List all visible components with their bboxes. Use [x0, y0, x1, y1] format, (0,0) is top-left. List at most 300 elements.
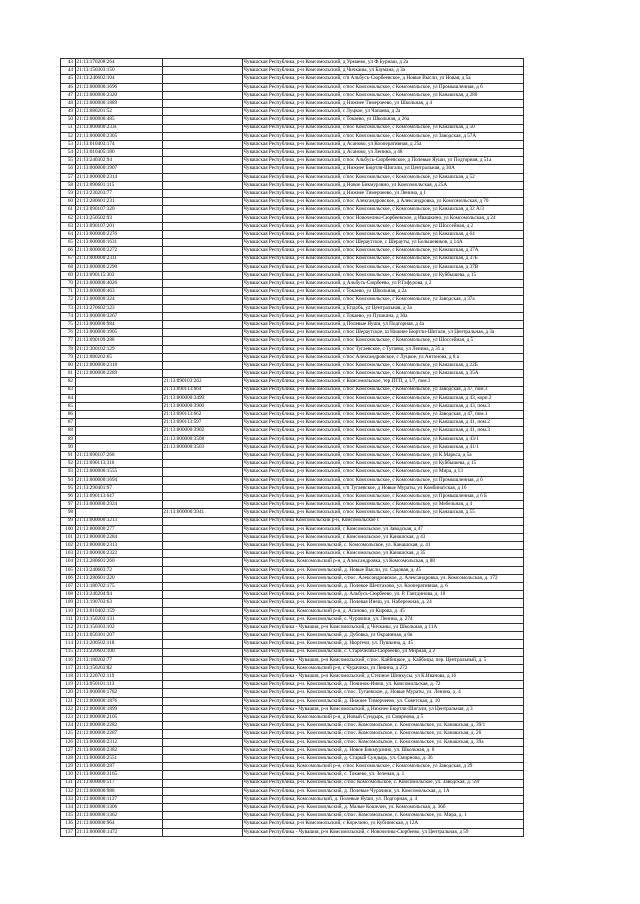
table-row — [61, 140, 524, 148]
address-cell: Чувашская Республика, р-н Комсомольский, с/пос Комсомольское, с Комсомольское, ул Канашская, д 52 — [242, 173, 524, 181]
cadastral-number-cell: 21:13:000000:2322 — [75, 550, 162, 558]
premises-cadastral-number-cell — [162, 722, 242, 730]
address-cell: Чувашская Республика - Чувашия, р-н Комсомольский, с/пос. Кайбицкое, д. Кайбицы, пер. Центральный, д. 5 — [242, 656, 524, 664]
cadastral-number-cell: 21:13:080202:65 — [75, 353, 162, 361]
row-number-cell: 98 — [61, 509, 76, 517]
table-row — [61, 681, 524, 689]
table-row — [61, 468, 524, 476]
address-cell: Чувашская Республика, р-н Комсомольский, с/пос Комсомольское, с Комсомольское, ул Канашская, д 41/1 — [242, 443, 524, 451]
premises-cadastral-number-cell: 21:13:000000:3902 — [162, 427, 242, 435]
premises-cadastral-number-cell — [162, 664, 242, 672]
premises-cadastral-number-cell — [162, 599, 242, 607]
table-row — [61, 427, 524, 435]
address-cell: Чувашская Республика, р-н Комсомольский, д Урмаево, ул Ф.Бурнаш, д 2а — [242, 59, 524, 67]
row-number-cell: 96 — [61, 492, 76, 500]
address-cell: Чувашская Республика, р-н Комсомольский, с Комсомольское, ул Заводская, д 47 — [242, 525, 524, 533]
row-number-cell: 77 — [61, 337, 76, 345]
cadastral-number-cell: 21:13:180202:77 — [75, 656, 162, 664]
cadastral-number-cell — [75, 419, 162, 427]
cadastral-number-cell: 21:13:000000:485 — [75, 116, 162, 124]
address-cell: Чувашская Республика, р-н. Комсомольский, д. Старый Сундырь, ул. Смирнова, д. 36 — [242, 754, 524, 762]
row-number-cell: 85 — [61, 402, 76, 410]
cadastral-number-cell: 21:13:150303:150 — [75, 67, 162, 75]
row-number-cell: 101 — [61, 533, 76, 541]
cadastral-number-cell: 21:13:000000:1905 — [75, 329, 162, 337]
row-number-cell: 64 — [61, 230, 76, 238]
premises-cadastral-number-cell — [162, 476, 242, 484]
table-row — [61, 181, 524, 189]
address-cell: Чувашская Республика, р-н Комсомольский, с/пос Комсомольское, с Комсомольское, ул К.Маркса, д 5а — [242, 452, 524, 460]
premises-cadastral-number-cell: 21:13:000000:3508 — [162, 435, 242, 443]
row-number-cell: 61 — [61, 206, 76, 214]
cadastral-number-cell: 21:13:000000:2312 — [75, 738, 162, 746]
table-row — [61, 738, 524, 746]
cadastral-number-cell: 21:13:220603:100 — [75, 648, 162, 656]
table-row — [61, 329, 524, 337]
table-row — [61, 361, 524, 369]
row-number-cell: 118 — [61, 673, 76, 681]
cadastral-number-cell: 21:13:090115:303 — [75, 271, 162, 279]
premises-cadastral-number-cell — [162, 771, 242, 779]
address-cell: Чувашская Республика, р-н. Комсомольский, с/пос. Комсомольское, с. Комсомольское, ул. Канашская, д. 39а — [242, 738, 524, 746]
address-cell: Чувашская Республика, р-н. Комсомольский, с. Старочелны-Сюрбеево, ул Мирная, д 2 — [242, 648, 524, 656]
row-number-cell: 109 — [61, 599, 76, 607]
premises-cadastral-number-cell — [162, 271, 242, 279]
address-cell: Чувашская Республика, р-н Комсомольский, с Токаево, ул Школьная, д 2а — [242, 288, 524, 296]
premises-cadastral-number-cell — [162, 673, 242, 681]
table-row — [61, 558, 524, 566]
row-number-cell: 91 — [61, 452, 76, 460]
cadastral-number-cell: 21:13:280601:231 — [75, 198, 162, 206]
premises-cadastral-number-cell — [162, 705, 242, 713]
address-cell: Чувашская Республика, р-н Комсомольский, с/пос Комсомольское, с Комсомольское, ул Канашская, д 43, пом.3 — [242, 402, 524, 410]
premises-cadastral-number-cell — [162, 108, 242, 116]
table-row — [61, 599, 524, 607]
row-number-cell: 73 — [61, 304, 76, 312]
premises-cadastral-number-cell — [162, 591, 242, 599]
row-number-cell: 123 — [61, 714, 76, 722]
address-cell: Чувашская Республика, р-н. Комсомольский, д. Полевые Чурачики, ул. Комсомольская, д. 1А — [242, 787, 524, 795]
row-number-cell: 132 — [61, 787, 76, 795]
row-number-cell: 136 — [61, 820, 76, 828]
premises-cadastral-number-cell — [162, 255, 242, 263]
address-cell: Чувашская Республика, р-н Комсомольский, с/пос Комсомольское, с Комсомольское, ул Канашская, д 64 — [242, 230, 524, 238]
address-cell: Чувашская Республика, р-н Комсомольский, с/пос Комсомольское, с Комсомольское, ул Канашская, д 55 — [242, 509, 524, 517]
table-row — [61, 271, 524, 279]
row-number-cell: 84 — [61, 394, 76, 402]
address-cell: Чувашская Республика, р-н Комсомольский, д Асаново, ул Кооперативная, д 25а — [242, 140, 524, 148]
row-number-cell: 92 — [61, 460, 76, 468]
table-row — [61, 394, 524, 402]
address-cell: Чувашская Республика, р-н Комсомольский, д Полевые Яуши, ул Подгорная, д 4а — [242, 321, 524, 329]
row-number-cell: 49 — [61, 108, 76, 116]
premises-cadastral-number-cell — [162, 558, 242, 566]
table-row — [61, 255, 524, 263]
premises-cadastral-number-cell — [162, 607, 242, 615]
row-number-cell: 100 — [61, 525, 76, 533]
table-row — [61, 623, 524, 631]
table-row — [61, 828, 524, 836]
table-row — [61, 353, 524, 361]
address-cell: Чувашская Республика, р-н. Комсомольский, д. Новые Высли, ул. Садовая, д. 45 — [242, 566, 524, 574]
row-number-cell: 116 — [61, 656, 76, 664]
premises-cadastral-number-cell — [162, 247, 242, 255]
address-cell: Чувашская Республика, р-н. Комсомольский, д. Починок-Инеш, ул. Комсомольская, д. 72 — [242, 681, 524, 689]
address-cell: Чувашская Республика, р-н Комсомольский, с/пос Комсомольское, с Комсомольское, ул Канашская, д 41, пом.2 — [242, 419, 524, 427]
premises-cadastral-number-cell — [162, 754, 242, 762]
address-cell: Чувашская Республика, р-н Комсомольский, с/пос Тугаевское, с Тугаево, ул Ленина, д 31 а — [242, 345, 524, 353]
cadastral-number-cell — [75, 509, 162, 517]
address-cell: Чувашская Республика, р-н Комсомольский, с/пос Комсомольское, с Комсомольское, ул Заводская, д 57А — [242, 132, 524, 140]
cadastral-number-cell: 21:13:000000:2282 — [75, 722, 162, 730]
address-cell: Чувашская Республика, р-н Комсомольский, с/пос Александровское, д Александровка, ул Комсомольская, д 70 — [242, 198, 524, 206]
table-row — [61, 321, 524, 329]
cadastral-number-cell: 21:13:000000:2313 — [75, 542, 162, 550]
address-cell: Чувашская Республика, р-н. Комсомольский, с/пос. Комсомольское, с. Комсомольское, ул. Канашская, д. 26 — [242, 730, 524, 738]
address-cell: Чувашская Республика, р-н Комсомольский, с Комсомольское, ул Канашская, д 35 — [242, 550, 524, 558]
row-number-cell: 59 — [61, 190, 76, 198]
address-cell: Чувашская Республика, р-н. Комсомольский, с/пос. Комсомольское, с. Комсомольское, ул. Канашская, д. 39/1 — [242, 722, 524, 730]
premises-cadastral-number-cell — [162, 615, 242, 623]
table-row — [61, 304, 524, 312]
row-number-cell: 133 — [61, 795, 76, 803]
premises-cadastral-number-cell — [162, 140, 242, 148]
row-number-cell: 108 — [61, 591, 76, 599]
row-number-cell: 45 — [61, 75, 76, 83]
row-number-cell: 43 — [61, 59, 76, 67]
cadastral-number-cell: 21:13:000000:1555 — [75, 468, 162, 476]
address-cell: Чувашская Республика, р-н. Комсомольский, с/пос Комсомольское, с. Комсомольское, ул. Заводская, д. 59г — [242, 779, 524, 787]
cadastral-number-cell: 21:13:000000:1694 — [75, 476, 162, 484]
address-cell: Чувашская Республика, Комсомольский р-н, д Александровка, ул Комсомольская, д 88 — [242, 558, 524, 566]
table-row — [61, 198, 524, 206]
premises-cadastral-number-cell — [162, 124, 242, 132]
address-cell: Чувашская Республика, Комсомольский р-н, с Чурачики, ул Ленина, д 273 — [242, 664, 524, 672]
cadastral-number-cell — [75, 443, 162, 451]
table-row — [61, 460, 524, 468]
cadastral-number-cell: 21:13:240302:94 — [75, 157, 162, 165]
cadastral-number-cell: 21:13:000000:2311 — [75, 255, 162, 263]
address-cell: Чувашская Республика, р-н Комсомольский, с/пос Комсомольское, с Комсомольское, ул Канашская, д 22Б — [242, 361, 524, 369]
premises-cadastral-number-cell: 21:13:000000:3941 — [162, 509, 242, 517]
address-cell: Чувашская Республика, р-н Комсомольский, д Асаново, ул Ленина, д 48 — [242, 149, 524, 157]
table-row — [61, 763, 524, 771]
premises-cadastral-number-cell — [162, 787, 242, 795]
address-cell: Чувашская Республика, р-н. Комсомольский, д. Нюргечи, ул. Пушкина, д. 45 — [242, 640, 524, 648]
address-cell: Чувашская Республика, р-н Комсомольский, с Токаево, ул Школьная, д 26а — [242, 116, 524, 124]
premises-cadastral-number-cell — [162, 206, 242, 214]
premises-cadastral-number-cell — [162, 304, 242, 312]
premises-cadastral-number-cell — [162, 165, 242, 173]
row-number-cell: 95 — [61, 484, 76, 492]
premises-cadastral-number-cell — [162, 566, 242, 574]
row-number-cell: 137 — [61, 828, 76, 836]
table-row — [61, 247, 524, 255]
row-number-cell: 122 — [61, 705, 76, 713]
premises-cadastral-number-cell — [162, 337, 242, 345]
cadastral-number-cell: 21:13:190703:63 — [75, 599, 162, 607]
premises-cadastral-number-cell — [162, 230, 242, 238]
table-row — [61, 435, 524, 443]
table-row — [61, 492, 524, 500]
cadastral-number-cell: 21:13:000000:1696 — [75, 83, 162, 91]
premises-cadastral-number-cell: 21:13:000000:3900 — [162, 402, 242, 410]
premises-cadastral-number-cell — [162, 198, 242, 206]
address-cell: Чувашская Республика, Комсомольский р-н, с/пос Комсомольское, с Комсомольское, ул Заводская, д 29 — [242, 763, 524, 771]
premises-cadastral-number-cell — [162, 83, 242, 91]
premises-cadastral-number-cell: 21:13:000000:3503 — [162, 443, 242, 451]
row-number-cell: 125 — [61, 730, 76, 738]
table-row — [61, 116, 524, 124]
row-number-cell: 86 — [61, 411, 76, 419]
cadastral-number-cell: 21:13:250502:93 — [75, 214, 162, 222]
cadastral-number-cell — [75, 427, 162, 435]
row-number-cell: 54 — [61, 149, 76, 157]
row-number-cell: 81 — [61, 370, 76, 378]
cadastral-number-cell: 21:13:010402:159 — [75, 607, 162, 615]
cadastral-number-cell: 21:13:090107:201 — [75, 222, 162, 230]
table-row — [61, 648, 524, 656]
premises-cadastral-number-cell — [162, 288, 242, 296]
row-number-cell: 111 — [61, 615, 76, 623]
premises-cadastral-number-cell — [162, 632, 242, 640]
row-number-cell: 120 — [61, 689, 76, 697]
row-number-cell: 52 — [61, 132, 76, 140]
cadastral-number-cell: 21:13:280601:260 — [75, 558, 162, 566]
address-cell: Чувашская Республика, р-н Комсомольский, с/пос Комсомольское, с Комсомольское, ул Заводская, д 47, пом.3 — [242, 386, 524, 394]
table-row — [61, 75, 524, 83]
table-row — [61, 746, 524, 754]
row-number-cell: 89 — [61, 435, 76, 443]
cadastral-number-cell: 21:13:080201:52 — [75, 108, 162, 116]
premises-cadastral-number-cell — [162, 533, 242, 541]
address-cell: Чувашская Республика, р-н Комсомольский, с/пос Комсомольское, с Комсомольское, ул Канашская, д 37В — [242, 263, 524, 271]
cadastral-number-cell: 21:13:150303:102 — [75, 623, 162, 631]
row-number-cell: 62 — [61, 214, 76, 222]
table-row — [61, 312, 524, 320]
address-cell: Чувашская Республика, р-н Комсомольский, с/п Альбусь-Сюрбеевское, д Новые Высли, ул Новая, д 5а — [242, 75, 524, 83]
row-number-cell: 70 — [61, 280, 76, 288]
address-cell: Чувашская Республика, р-н Комсомольский, д Нижнее Тимерчеево, ул Школьная, д 4 — [242, 99, 524, 107]
address-cell: Чувашская Республика, р-н Комсомольский, с Токаево, ул Пушкина, д 30а — [242, 312, 524, 320]
table-row — [61, 149, 524, 157]
premises-cadastral-number-cell — [162, 714, 242, 722]
table-row — [61, 533, 524, 541]
table-row — [61, 501, 524, 509]
row-number-cell: 129 — [61, 763, 76, 771]
address-cell: Чувашская Республика, р-н. Комсомольский, д. Малые Кошелеи, ул. Комсомольская, д. 36б — [242, 804, 524, 812]
cadastral-number-cell: 21:13:000000:1362 — [75, 812, 162, 820]
row-number-cell: 103 — [61, 550, 76, 558]
table-row — [61, 402, 524, 410]
premises-cadastral-number-cell — [162, 460, 242, 468]
cadastral-number-cell: 21:13:000000:1782 — [75, 689, 162, 697]
row-number-cell: 56 — [61, 165, 76, 173]
table-row — [61, 664, 524, 672]
row-number-cell: 87 — [61, 419, 76, 427]
cadastral-number-cell: 21:13:280601:220 — [75, 574, 162, 582]
table-row — [61, 190, 524, 198]
row-number-cell: 131 — [61, 779, 76, 787]
address-cell: Чувашская Республика, р-н. Комсомольский, с. Комсомольское, ул. Канашская, д. 41 — [242, 542, 524, 550]
premises-cadastral-number-cell — [162, 296, 242, 304]
cadastral-number-cell: 21:13:150203:82 — [75, 664, 162, 672]
address-cell: Чувашская Республика, р-н Комсомольский, с Комсомольское, тер ПТП, д 1/7, пом.1 — [242, 378, 524, 386]
premises-cadastral-number-cell — [162, 648, 242, 656]
address-cell: Чувашская Республика, р-н Комсомольский, с/пос Комсомольское, с Комсомольское, ул Заводская, д 37а — [242, 296, 524, 304]
cadastral-number-cell: 21:13:180702:175 — [75, 583, 162, 591]
premises-cadastral-number-cell — [162, 452, 242, 460]
row-number-cell: 78 — [61, 345, 76, 353]
row-number-cell: 80 — [61, 361, 76, 369]
premises-cadastral-number-cell — [162, 329, 242, 337]
table-row — [61, 591, 524, 599]
premises-cadastral-number-cell — [162, 321, 242, 329]
address-cell: Чувашская Республика - Чувашия, р-н Комсомольский, д Чичканы, ул Школьная, д 11А — [242, 623, 524, 631]
premises-cadastral-number-cell: 21:13:000000:3499 — [162, 394, 242, 402]
cadastral-number-cell — [75, 378, 162, 386]
table-row — [61, 378, 524, 386]
table-row — [61, 656, 524, 664]
cadastral-number-cell: 21:13:240204:94 — [75, 591, 162, 599]
cadastral-number-cell: 21:13:000000:1907 — [75, 165, 162, 173]
table-row — [61, 550, 524, 558]
cadastral-number-cell: 21:13:000000:2289 — [75, 370, 162, 378]
row-number-cell: 126 — [61, 738, 76, 746]
row-number-cell: 47 — [61, 91, 76, 99]
address-cell: Чувашская Республика, р-н. Комсомольский, с/пос. Комсомольское, с. Комсомольское, ул. Мира, д. 1 — [242, 812, 524, 820]
cadastral-number-cell: 21:13:000000:1137 — [75, 795, 162, 803]
premises-cadastral-number-cell — [162, 623, 242, 631]
table-row — [61, 509, 524, 517]
cadastral-number-cell: 21:13:000000:1876 — [75, 697, 162, 705]
premises-cadastral-number-cell — [162, 656, 242, 664]
premises-cadastral-number-cell — [162, 795, 242, 803]
premises-cadastral-number-cell — [162, 525, 242, 533]
address-cell: Чувашская Республика, р-н Комсомольский, с Луцкое, ул Чапаева, д 2а — [242, 108, 524, 116]
address-cell: Чувашская Республика, р-н Комсомольский, с/пос Комсомольское, с Комсомольское, ул Шоссейная, д 5 — [242, 337, 524, 345]
premises-cadastral-number-cell — [162, 542, 242, 550]
table-row — [61, 779, 524, 787]
address-cell: Чувашская Республика - Чувашия, р-н Комсомольский, д Степное Шинкусы, ул К.Иванова, д 16 — [242, 673, 524, 681]
table-row — [61, 419, 524, 427]
address-cell: Чувашская Республика, р-н Комсомольский, с Комсомольское, ул Канашская, д 43 — [242, 533, 524, 541]
table-row — [61, 288, 524, 296]
cadastral-number-cell: 21:13:000000:2284 — [75, 533, 162, 541]
address-cell: Чувашская Республика, р-н. Комсомольский, д. Дубовка, ул Окраинная, д 6в — [242, 632, 524, 640]
address-cell: Чувашская Республика, р-н. Комсомольский, д. Полевая Инеш, ул. Набережная, д. 24 — [242, 599, 524, 607]
row-number-cell: 104 — [61, 558, 76, 566]
table-row — [61, 632, 524, 640]
table-row — [61, 206, 524, 214]
row-number-cell: 79 — [61, 353, 76, 361]
address-cell: Чувашская Республика, р-н Комсомольский, с/пос Комсомольское, с Комсомольское, ул Канашская, д 43, корп.2 — [242, 394, 524, 402]
cadastral-number-cell — [75, 386, 162, 394]
cadastral-number-cell: 21:13:000000:463 — [75, 288, 162, 296]
table-row — [61, 517, 524, 525]
row-number-cell: 51 — [61, 124, 76, 132]
premises-cadastral-number-cell — [162, 779, 242, 787]
premises-cadastral-number-cell — [162, 173, 242, 181]
address-cell: Чувашская Республика, р-н Комсомольский, с Корелино, ул Кубнинская, д 12А — [242, 820, 524, 828]
table-row — [61, 452, 524, 460]
row-number-cell: 50 — [61, 116, 76, 124]
table-row — [61, 132, 524, 140]
cadastral-number-cell: 21:13:010403:174 — [75, 140, 162, 148]
address-cell: Чувашская Республика, р-н Комсомольский, с/пос Комсомольское, с Комсомольское, ул Заводская, д 47, пом.1 — [242, 411, 524, 419]
address-cell: Чувашская Республика, р-н Комсомольский, с/пос Комсомольское, с Комсомольское, ул Канашская, д 37Б — [242, 255, 524, 263]
address-cell: Чувашская Республика, р-н Комсомольский, с/пос Комсомольское, с Комсомольское, ул Мира, д 13 — [242, 468, 524, 476]
cadastral-number-cell — [75, 394, 162, 402]
row-number-cell: 119 — [61, 681, 76, 689]
row-number-cell: 66 — [61, 247, 76, 255]
address-cell: Чувашская Республика, р-н. Комсомольский, с. Токаево, ул. Зеленая, д. 1 — [242, 771, 524, 779]
row-number-cell: 124 — [61, 722, 76, 730]
row-number-cell: 112 — [61, 623, 76, 631]
row-number-cell: 93 — [61, 468, 76, 476]
cadastral-number-cell: 21:13:000000:2287 — [75, 730, 162, 738]
address-cell: Чувашская Республика, р-н Комсомольский, с/пос Комсомольское, с Комсомольское, ул Шоссейная, д 2 — [242, 222, 524, 230]
row-number-cell: 99 — [61, 517, 76, 525]
premises-cadastral-number-cell — [162, 492, 242, 500]
table-row — [61, 476, 524, 484]
cadastral-number-cell: 21:13:000000:2314 — [75, 173, 162, 181]
row-number-cell: 97 — [61, 501, 76, 509]
row-number-cell: 60 — [61, 198, 76, 206]
row-number-cell: 117 — [61, 664, 76, 672]
premises-cadastral-number-cell — [162, 689, 242, 697]
table-row — [61, 296, 524, 304]
cadastral-number-cell: 21:13:000000:277 — [75, 525, 162, 533]
premises-cadastral-number-cell — [162, 730, 242, 738]
premises-cadastral-number-cell — [162, 697, 242, 705]
row-number-cell: 110 — [61, 607, 76, 615]
row-number-cell: 90 — [61, 443, 76, 451]
address-cell: Чувашская Республика, р-н Комсомольский, д Альбусь-Сюрбеево, ул Р.Гафурова, д 2 — [242, 280, 524, 288]
row-number-cell: 121 — [61, 697, 76, 705]
table-row — [61, 607, 524, 615]
table-row — [61, 615, 524, 623]
row-number-cell: 74 — [61, 312, 76, 320]
premises-cadastral-number-cell — [162, 681, 242, 689]
cadastral-number-cell: 21:13:000000:4026 — [75, 280, 162, 288]
premises-cadastral-number-cell — [162, 214, 242, 222]
address-cell: Чувашская Республика, р-н Комсомольский, с/пос Новочелны-Сюрбеевское, д Ивашкино, ул Комсомольская, д 24 — [242, 214, 524, 222]
row-number-cell: 134 — [61, 804, 76, 812]
cadastral-number-cell: 21:13:000000:233s — [75, 124, 162, 132]
cadastral-number-cell: 21:13:000000:1306 — [75, 804, 162, 812]
cadastral-number-cell — [75, 411, 162, 419]
address-cell: Чувашская Республика, р-н. Комсомольский, с/пос. Александровское, д. Александровка, ул. Комсомольская, д. 172 — [242, 574, 524, 582]
premises-cadastral-number-cell — [162, 181, 242, 189]
address-cell: Чувашская Республика, р-н Комсомольский, с/пос Комсомольское, с Комсомольское, ул Промышленная, д 6 Б — [242, 492, 524, 500]
cadastral-number-cell: 21:13:000000:2272 — [75, 247, 162, 255]
table-row — [61, 804, 524, 812]
row-number-cell: 46 — [61, 83, 76, 91]
premises-cadastral-number-cell — [162, 116, 242, 124]
table-row — [61, 83, 524, 91]
address-cell: Чувашская Республика, р-н Комсомольский, д Нижнее Бюртли-Шигали, ул Центральная, д 30А — [242, 165, 524, 173]
table-row — [61, 124, 524, 132]
row-number-cell: 88 — [61, 427, 76, 435]
cadastral-number-cell: 21:13:150203:131 — [75, 615, 162, 623]
table-row — [61, 239, 524, 247]
address-cell: Чувашская Республика, р-н Комсомольский, с/пос Комсомольское, с Комсомольское, ул Промышленная, д 6 — [242, 83, 524, 91]
table-row — [61, 337, 524, 345]
table-row — [61, 280, 524, 288]
table-row — [61, 714, 524, 722]
address-cell: Чувашская Республика, р-н Комсомольский, д Епдобь, ул Центральная, д 3а — [242, 304, 524, 312]
